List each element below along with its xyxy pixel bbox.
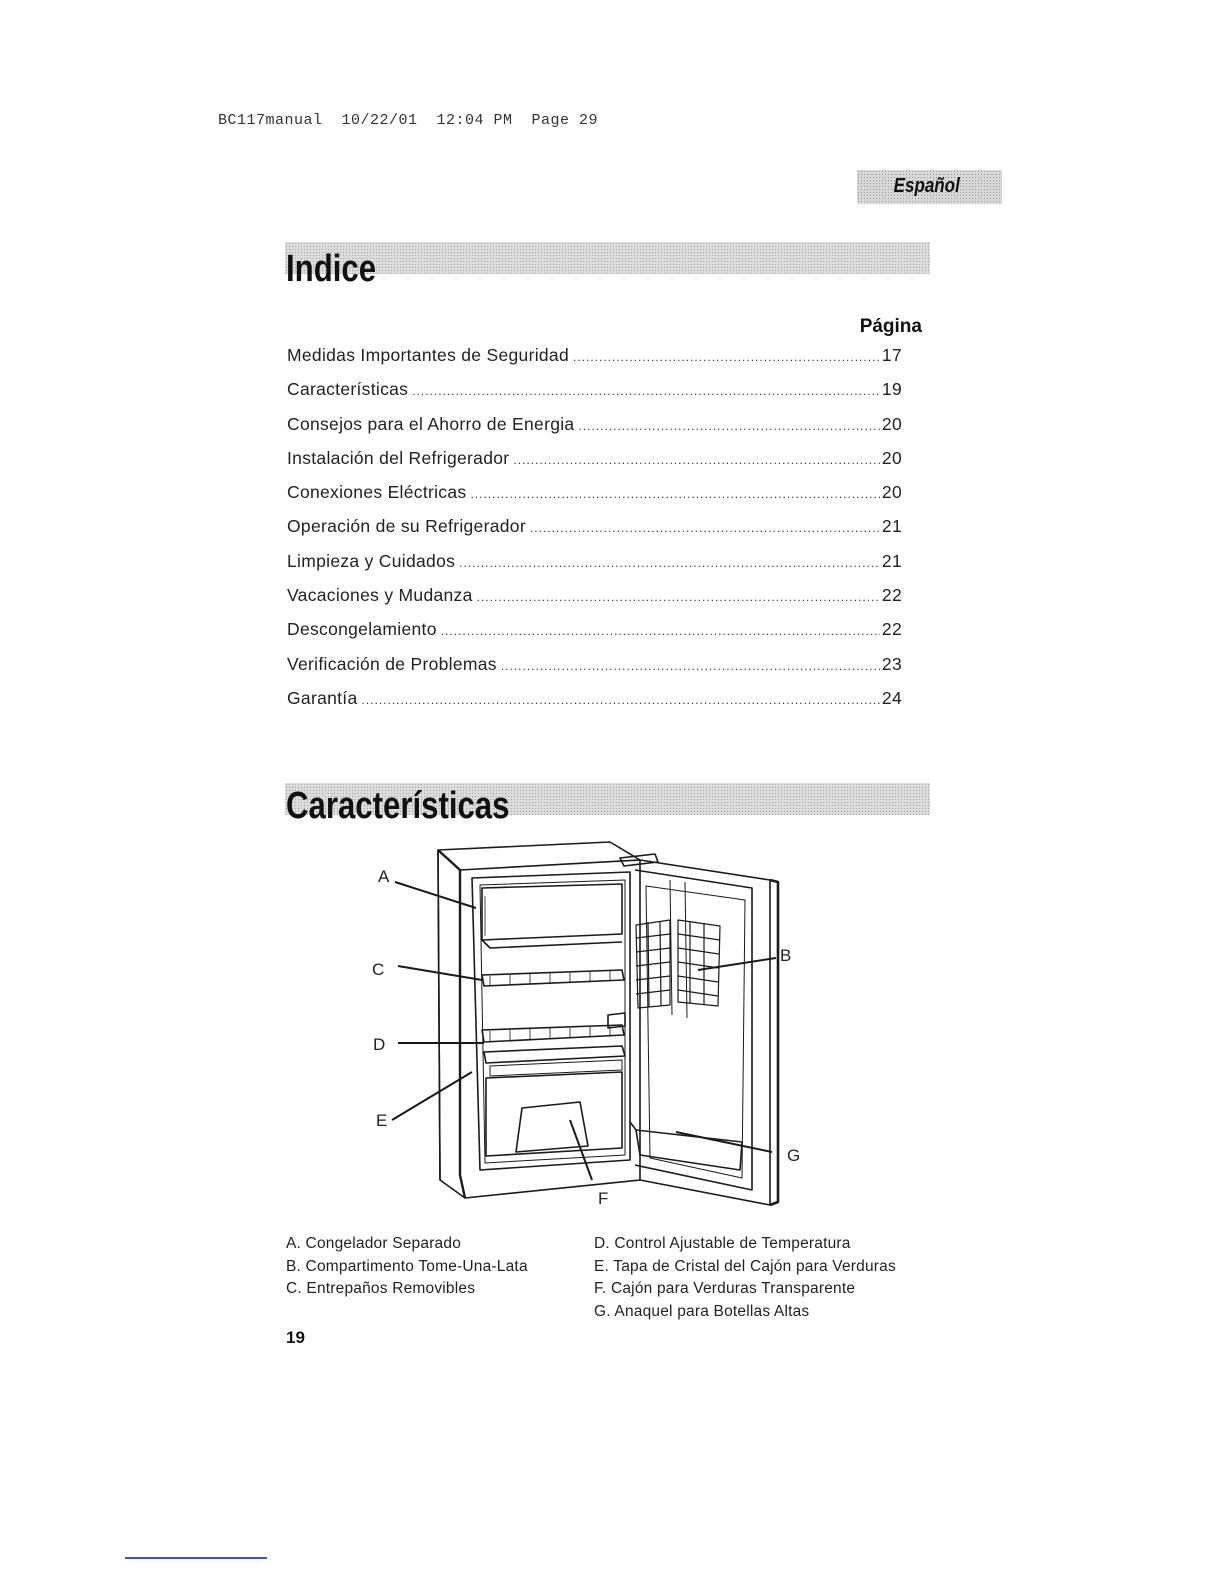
page-column-label: Página	[859, 316, 922, 337]
toc-entry-title: Medidas Importantes de Seguridad	[287, 345, 569, 365]
toc-entry[interactable]	[287, 345, 902, 379]
toc-entry-page: 20	[881, 447, 902, 468]
toc-entry-page: 24	[881, 687, 902, 708]
crisper-drawer	[486, 1072, 622, 1156]
toc-title: Indice	[286, 248, 377, 290]
toc-leader-dots	[362, 693, 880, 707]
callout-f: F	[598, 1189, 609, 1208]
toc-leader-dots	[578, 419, 879, 433]
legend-item: E. Tapa de Cristal del Cajón para Verduras	[594, 1257, 896, 1275]
toc-entry-title: Operación de su Refrigerador	[287, 516, 526, 537]
callout-a: A	[378, 867, 390, 886]
refrigerator-diagram	[340, 830, 820, 1230]
footer-rule	[125, 1557, 267, 1559]
toc-entry[interactable]	[287, 619, 902, 653]
table-of-contents	[287, 345, 902, 722]
toc-entry-page: 20	[881, 482, 902, 503]
toc-entry[interactable]	[287, 654, 902, 688]
features-title: Características	[286, 785, 510, 827]
toc-leader-dots	[441, 624, 880, 638]
toc-entry[interactable]	[287, 585, 902, 619]
legend-item: F. Cajón para Verduras Transparente	[594, 1280, 856, 1297]
language-tab-label: Español	[893, 175, 960, 197]
open-door	[635, 860, 778, 1205]
callout-b: B	[780, 946, 792, 965]
toc-leader-dots	[530, 521, 880, 535]
callout-e: E	[376, 1111, 388, 1130]
toc-leader-dots	[412, 384, 880, 398]
freezer-compartment	[482, 884, 622, 948]
callout-g: G	[787, 1146, 801, 1165]
legend-item: C. Entrepaños Removibles	[286, 1280, 476, 1297]
wire-shelf	[482, 970, 624, 986]
toc-leader-dots	[477, 590, 880, 604]
page-number: 19	[286, 1328, 305, 1347]
toc-header-bar	[285, 242, 930, 274]
toc-entry[interactable]	[287, 551, 902, 585]
toc-leader-dots	[501, 659, 880, 673]
legend-item: A. Congelador Separado	[286, 1235, 462, 1252]
language-tab	[857, 170, 1002, 204]
toc-entry-title: Verificación de Problemas	[287, 653, 497, 674]
crisper-cover	[484, 1046, 625, 1076]
feature-legend-left	[286, 1235, 528, 1303]
toc-entry[interactable]	[287, 688, 902, 722]
toc-entry-page: 22	[881, 585, 902, 606]
toc-entry-page: 23	[881, 653, 902, 674]
toc-leader-dots	[470, 487, 879, 501]
toc-entry-page: 21	[881, 550, 902, 571]
toc-entry-title: Instalación del Refrigerador	[287, 447, 510, 468]
temperature-control-shelf	[482, 1013, 625, 1042]
toc-entry-title: Garantía	[287, 687, 358, 708]
callout-c: C	[372, 960, 385, 979]
toc-entry-title: Vacaciones y Mudanza	[287, 585, 473, 606]
legend-item: B. Compartimento Tome-Una-Lata	[286, 1257, 528, 1275]
toc-entry-title: Limpieza y Cuidados	[287, 550, 456, 571]
legend-item: G. Anaquel para Botellas Altas	[594, 1302, 810, 1320]
can-rack	[636, 920, 720, 1008]
callout-d: D	[373, 1035, 386, 1054]
toc-leader-dots	[513, 453, 880, 467]
toc-entry-page: 19	[881, 379, 902, 400]
toc-leader-dots	[459, 556, 880, 570]
toc-entry-page: 17	[881, 345, 902, 365]
toc-entry-page: 21	[881, 516, 902, 537]
toc-entry-page: 20	[881, 413, 902, 434]
toc-entry-title: Consejos para el Ahorro de Energia	[287, 413, 575, 434]
legend-item: D. Control Ajustable de Temperatura	[594, 1235, 851, 1252]
feature-legend-right	[594, 1235, 896, 1325]
toc-entry-page: 22	[881, 619, 902, 640]
print-header: BC117manual 10/22/01 12:04 PM Page 29	[218, 112, 599, 129]
toc-entry[interactable]	[287, 482, 902, 516]
toc-entry[interactable]	[287, 516, 902, 550]
toc-entry-title: Características	[287, 379, 409, 400]
bottle-shelf	[630, 1122, 742, 1170]
toc-entry[interactable]	[287, 414, 902, 448]
callout-leaders	[392, 882, 776, 1180]
toc-leader-dots	[573, 350, 880, 364]
toc-entry-title: Descongelamiento	[287, 619, 437, 640]
toc-entry[interactable]	[287, 448, 902, 482]
toc-entry-title: Conexiones Eléctricas	[287, 482, 467, 503]
toc-entry[interactable]	[287, 379, 902, 413]
